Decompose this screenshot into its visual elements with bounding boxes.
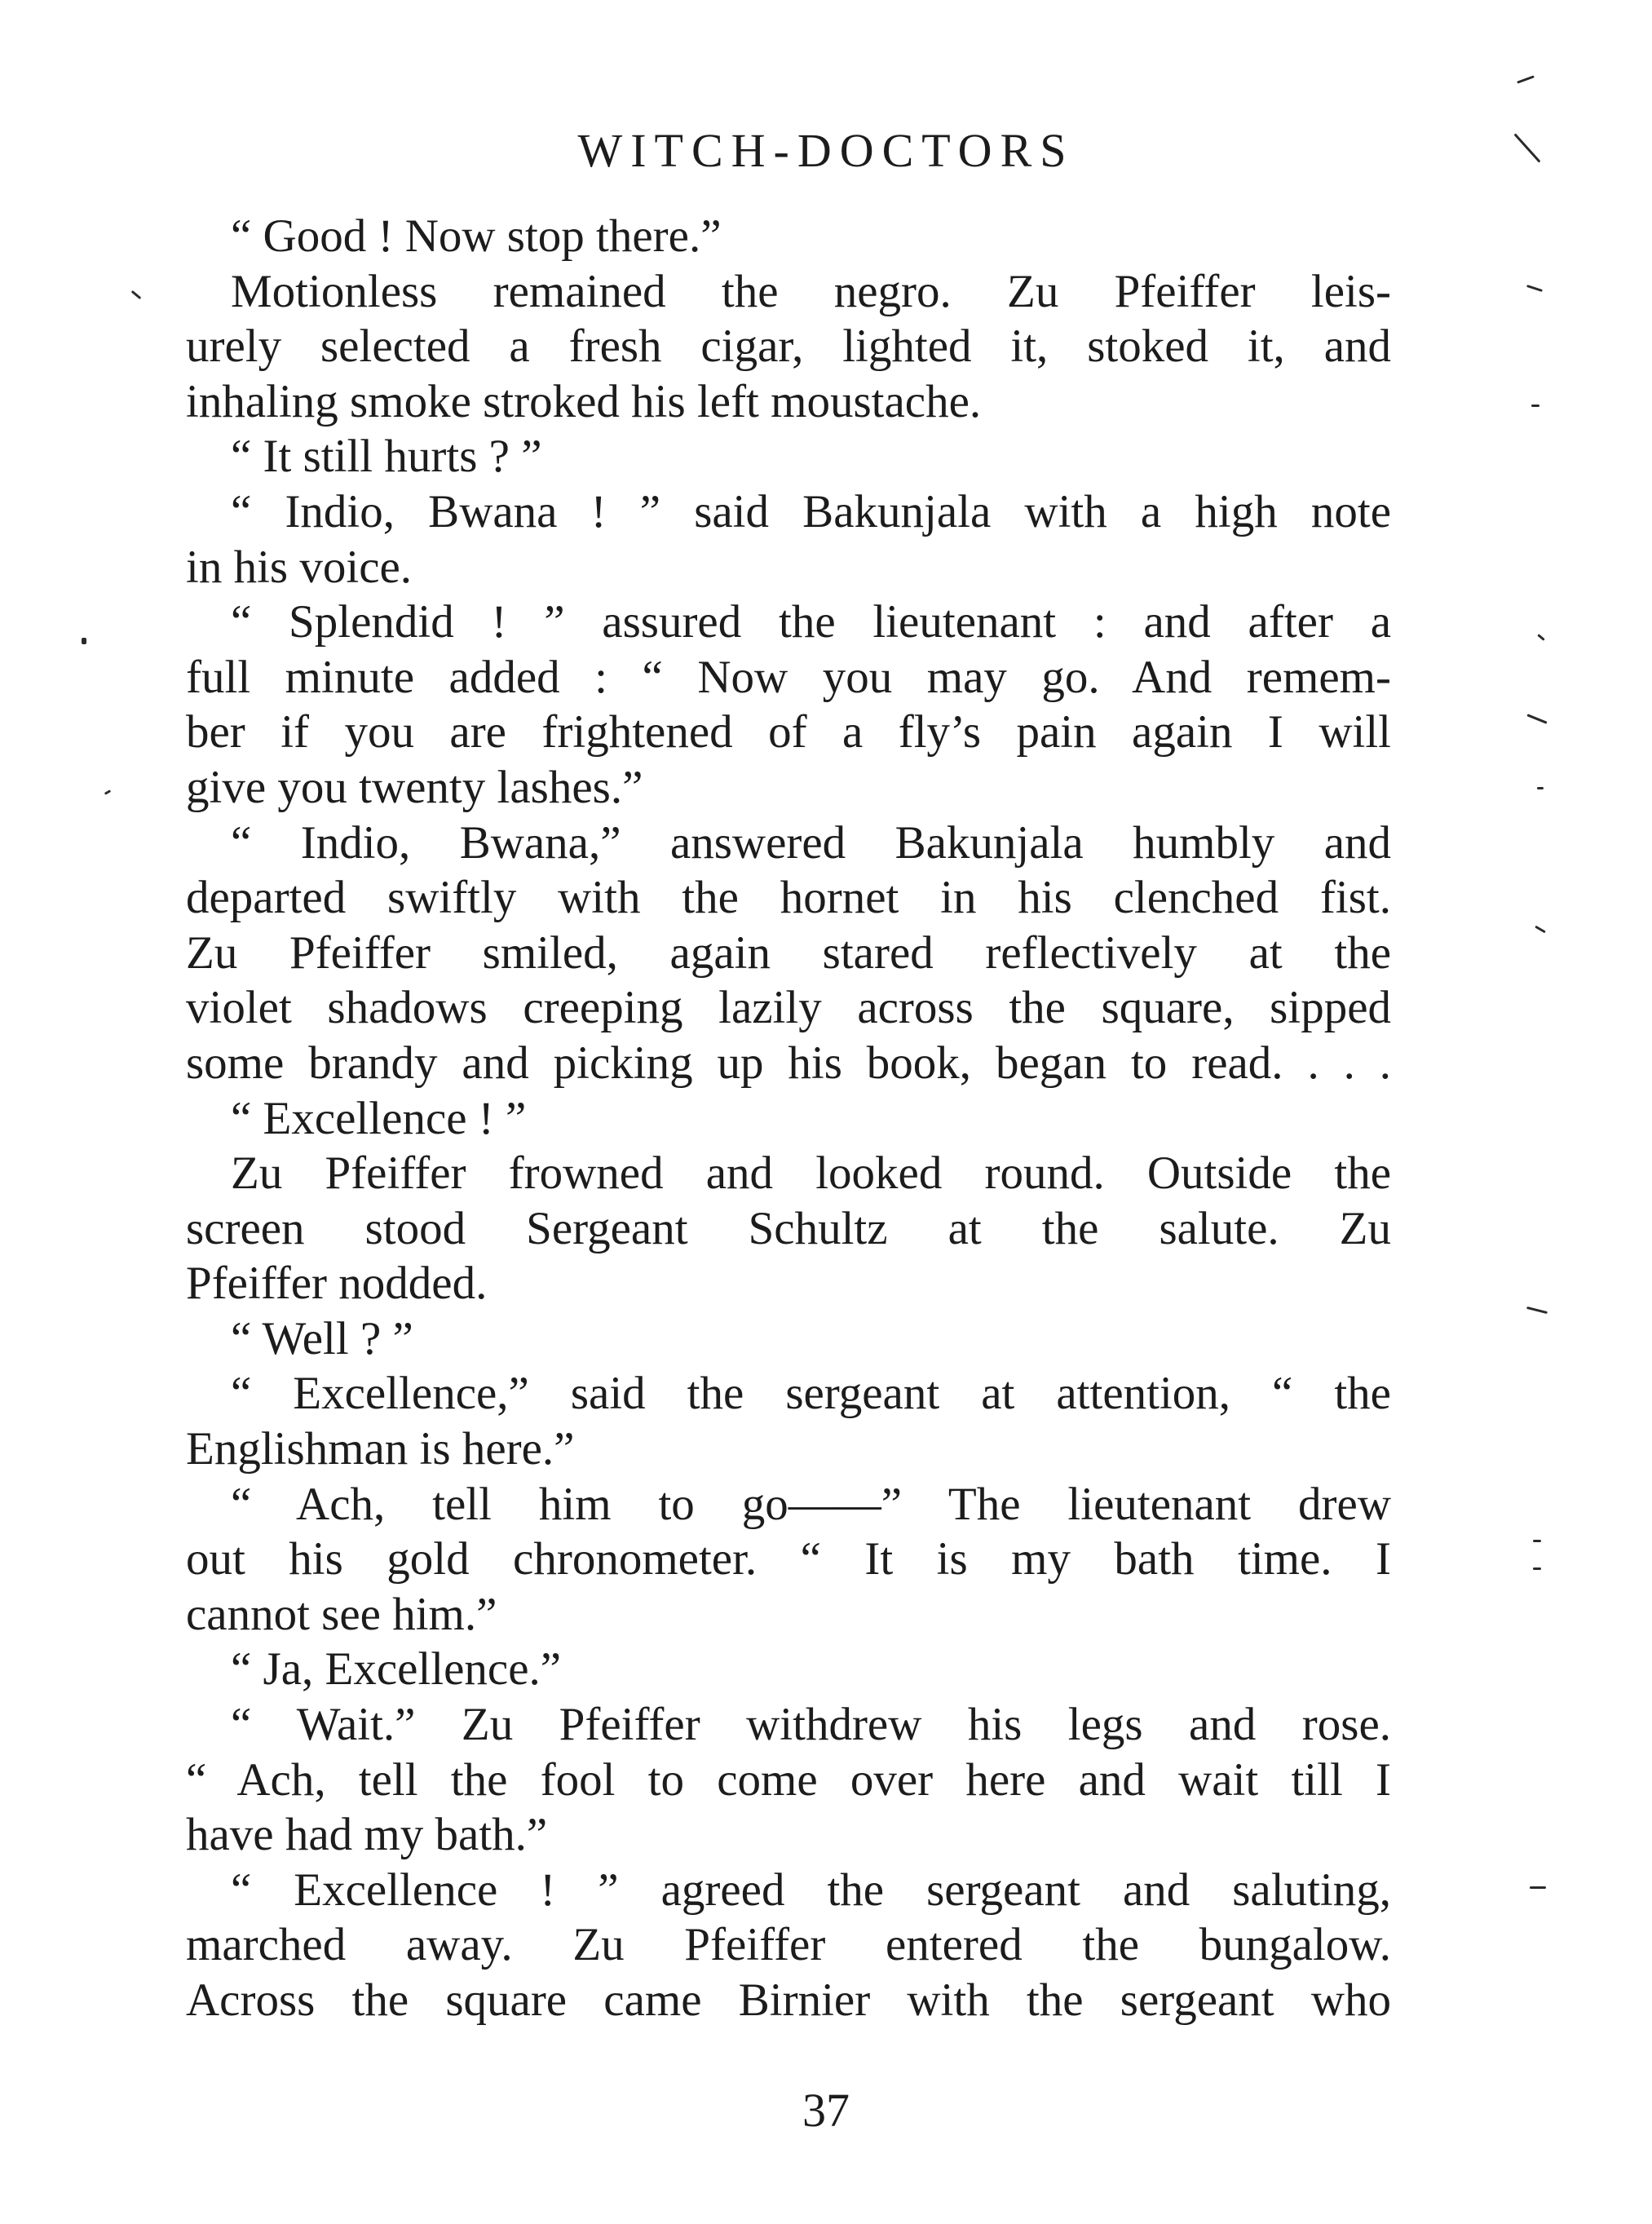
text-line: give you twenty lashes.”: [186, 761, 643, 813]
text-line: “ It still hurts ? ”: [231, 431, 542, 483]
scan-speck: [1533, 1540, 1541, 1542]
text-line: “ Excellence,” said the sergeant at attention, “ the: [231, 1368, 1391, 1420]
text-line: in his voice.: [186, 541, 413, 593]
scan-speck: [1537, 634, 1545, 641]
scan-speck: [1526, 285, 1543, 292]
text-line: “ Wait.” Zu Pfeiffer withdrew his legs and rose.: [231, 1699, 1391, 1751]
text-line: “ Excellence ! ”: [231, 1092, 527, 1144]
scan-speck: [131, 290, 142, 299]
text-line: Pfeiffer nodded.: [186, 1258, 488, 1310]
text-line: Across the square came Birnier with the sergeant who: [186, 1974, 1391, 2026]
scan-speck: [1517, 75, 1535, 83]
text-line: have had my bath.”: [186, 1809, 548, 1861]
text-line: ber if you are frightened of a fly’s pain again I will: [186, 706, 1391, 758]
scan-speck: [1533, 1567, 1541, 1570]
text-line: some brandy and picking up his book, began to read. . . .: [186, 1037, 1391, 1089]
text-line: “ Excellence ! ” agreed the sergeant and saluting,: [231, 1864, 1391, 1916]
scan-speck: [104, 789, 111, 795]
text-line: cannot see him.”: [186, 1588, 497, 1640]
text-line: “ Indio, Bwana ! ” said Bakunjala with a high note: [231, 485, 1391, 537]
text-line: departed swiftly with the hornet in his clenched fist.: [186, 872, 1391, 924]
running-head: WITCH-DOCTORS: [577, 124, 1075, 177]
text-line: Zu Pfeiffer smiled, again stared reflectively at the: [186, 926, 1391, 979]
scan-speck: [1531, 405, 1539, 407]
text-line: “ Ach, tell him to go——” The lieutenant drew: [231, 1478, 1391, 1530]
text-line: “ Indio, Bwana,” answered Bakunjala humbly and: [231, 816, 1391, 869]
text-line: Zu Pfeiffer frowned and looked round. Outside the: [231, 1147, 1391, 1200]
text-line: marched away. Zu Pfeiffer entered the bungalow.: [186, 1919, 1391, 1971]
text-line: out his gold chronometer. “ It is my bath time. I: [186, 1533, 1391, 1585]
scan-speck: [1526, 1307, 1548, 1314]
text-line: violet shadows creeping lazily across the square, sipped: [186, 982, 1391, 1034]
scan-speck: [1526, 714, 1547, 724]
text-line: “ Good ! Now stop there.”: [231, 210, 722, 262]
text-line: “ Ach, tell the fool to come over here and wait till I: [186, 1753, 1391, 1806]
scan-speck: [1530, 1886, 1546, 1889]
text-line: screen stood Sergeant Schultz at the salute. Zu: [186, 1202, 1391, 1254]
text-line: full minute added : “ Now you may go. And remem-: [186, 651, 1391, 703]
scan-speck: [82, 638, 86, 644]
page-number: 37: [802, 2084, 850, 2137]
text-line: Motionless remained the negro. Zu Pfeiffer leis-: [231, 265, 1391, 317]
text-line: “ Ja, Excellence.”: [231, 1643, 562, 1696]
body-text: [186, 209, 1391, 2028]
scan-speck: [1537, 787, 1544, 789]
text-line: Englishman is here.”: [186, 1423, 575, 1475]
text-line: urely selected a fresh cigar, lighted it, stoked it, and: [186, 321, 1391, 373]
scan-speck: [1535, 926, 1546, 934]
text-line: inhaling smoke stroked his left moustache.: [186, 375, 982, 427]
text-line: “ Well ? ”: [231, 1312, 413, 1364]
text-line: “ Splendid ! ” assured the lieutenant : and after a: [231, 596, 1391, 648]
